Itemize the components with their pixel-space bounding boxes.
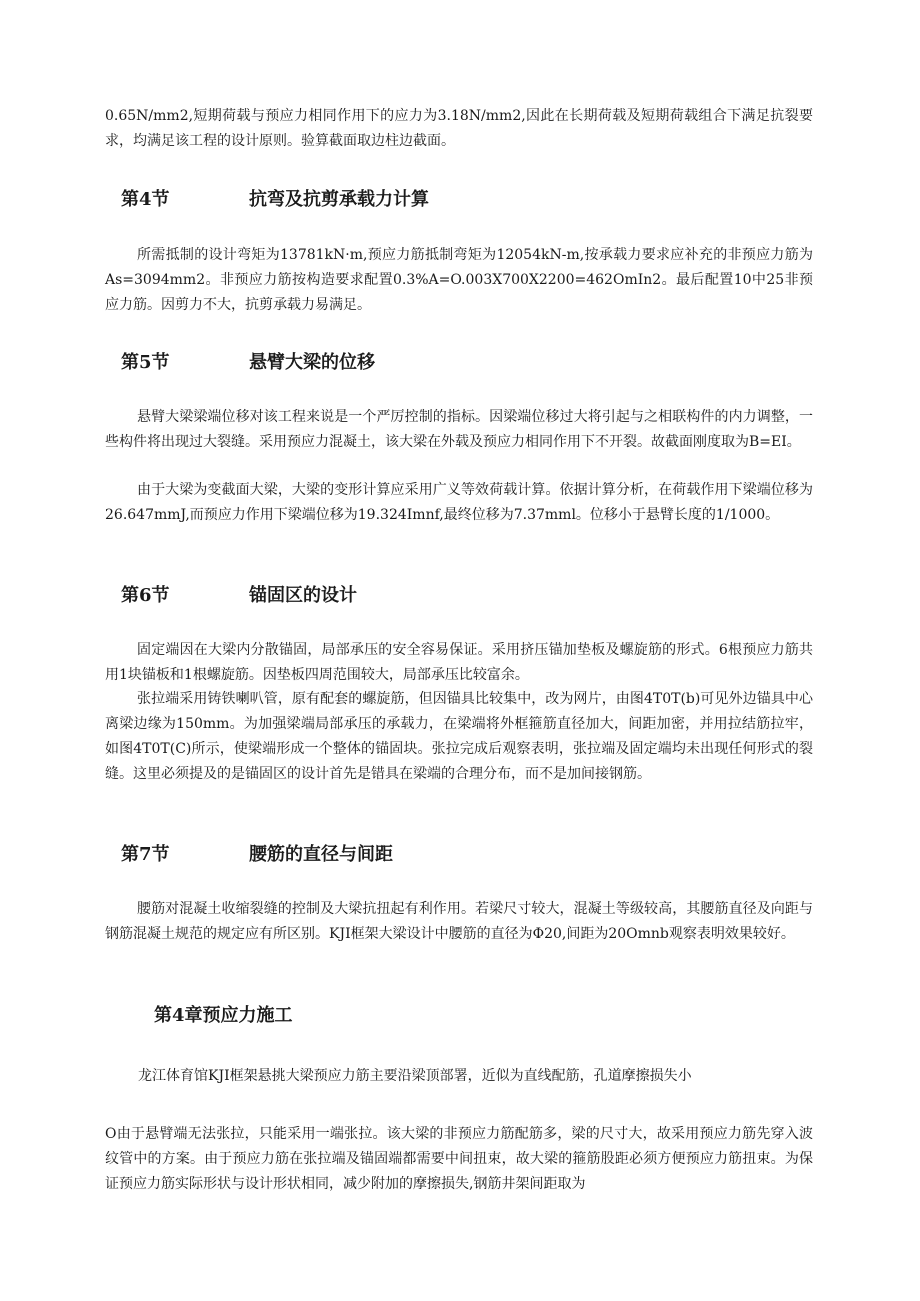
section-7-number: 第7节 <box>121 844 170 865</box>
intro-paragraph: 0.65N/mm2,短期荷载与预应力相同作用下的应力为3.18N/mm2,因此在长期荷载及短期荷载组合下满足抗裂要求，均满足该工程的设计原则。验算截面取边柱边截面。 <box>105 108 813 149</box>
chapter-4-paragraph-2: O由于悬臂端无法张拉，只能采用一端张拉。该大梁的非预应力筋配筋多，梁的尺寸大，故采用预应力筋先穿入波纹管中的方案。由于预应力筋在张拉端及锚固端都需要中间扭束，故大梁的箍筋股距必须方便预应力筋扭束。为保证预应力筋实际形状与设计形状相同，减少附加的摩擦损失,钢筋井架间距取为 <box>105 1126 813 1192</box>
section-7-heading <box>121 843 393 867</box>
section-6-heading <box>121 584 357 608</box>
section-5-paragraph-2: 由于大梁为变截面大梁，大梁的变形计算应采用广义等效荷载计算。依据计算分析，在荷载作用下梁端位移为26.647mmJ,而预应力作用下梁端位移为19.324Imnf,最终位移为7.37mml。位移小于悬臂长度的1/1000。 <box>105 482 813 523</box>
section-4-number: 第4节 <box>121 189 170 210</box>
section-5-number: 第5节 <box>121 352 170 373</box>
chapter-4-line-1: 龙江体育馆KJI框架悬挑大梁预应力筋主要沿梁顶部署，近似为直线配筋，孔道摩擦损失小 <box>138 1068 692 1084</box>
section-6-title: 锚固区的设计 <box>249 585 357 606</box>
section-7-title: 腰筋的直径与间距 <box>249 844 393 865</box>
section-6-paragraph-1: 固定端因在大梁内分散锚固，局部承压的安全容易保证。采用挤压锚加垫板及螺旋筋的形式。6根预应力筋共用1块锚板和1根螺旋筋。因垫板四周范围较大，局部承压比较富余。 <box>105 642 813 683</box>
section-4-paragraph: 所需抵制的设计弯矩为13781kN·m,预应力筋抵制弯矩为12054kN-m,按承载力要求应补充的非预应力筋为As=3094mm2。非预应力筋按构造要求配置0.3%A=O.003X700X2200=462OmIn2。最后配置10中25非预应力筋。因剪力不大，抗剪承载力易满足。 <box>105 247 813 313</box>
section-6-paragraph-2: 张拉端采用铸铁喇叭管，原有配套的螺旋筋，但因锚具比较集中，改为网片，由图4T0T(b)可见外边锚具中心离梁边缘为150mm。为加强梁端局部承压的承载力，在梁端将外框箍筋直径加大，间距加密，并用拉结筋拉牢，如图4T0T(C)所示，使梁端形成一个整体的锚固块。张拉完成后观察表明，张拉端及固定端均未出现任何形式的裂缝。这里必须提及的是锚固区的设计首先是错具在梁端的合理分布，而不是加间接钢筋。 <box>105 691 813 782</box>
section-4-heading <box>121 188 429 212</box>
section-5-paragraph-1: 悬臂大梁梁端位移对该工程来说是一个严厉控制的指标。因梁端位移过大将引起与之相联构件的内力调整，一些构件将出现过大裂缝。采用预应力混凝土，该大梁在外载及预应力相同作用下不开裂。故截面刚度取为B=EI。 <box>105 409 813 450</box>
section-4-title: 抗弯及抗剪承载力计算 <box>249 189 429 210</box>
section-6-number: 第6节 <box>121 585 170 606</box>
chapter-4-heading: 第4章预应力施工 <box>154 1005 293 1026</box>
section-5-heading <box>121 351 375 375</box>
section-7-paragraph: 腰筋对混凝土收缩裂缝的控制及大梁抗扭起有利作用。若梁尺寸较大，混凝土等级较高，其腰筋直径及向距与钢筋混凝土规范的规定应有所区别。KJI框架大梁设计中腰筋的直径为Φ20,间距为20Omnb观察表明效果较好。 <box>105 901 813 942</box>
section-5-title: 悬臂大梁的位移 <box>249 352 375 373</box>
